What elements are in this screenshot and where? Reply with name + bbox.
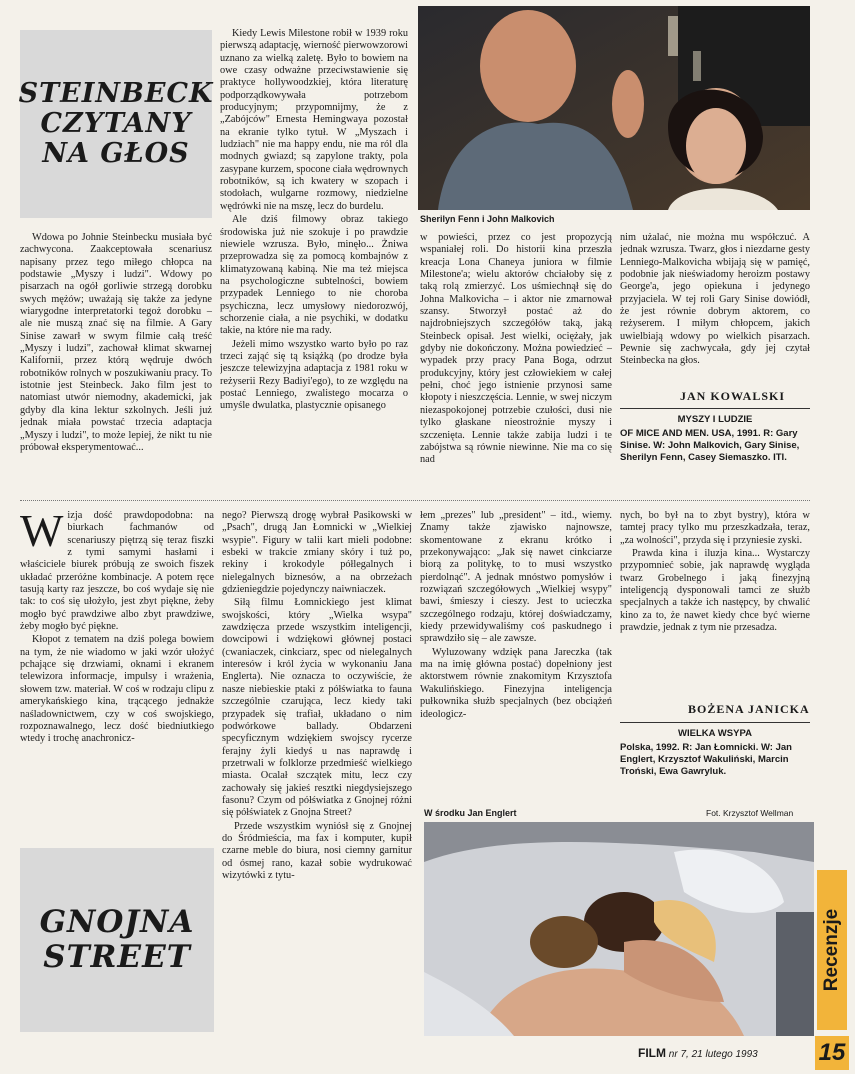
article1-col3-p1: w powieści, przez co jest propozycją wspaniałej roli. Do historii kina przeszła kreacja Lona Chaneya juniora w filmie Milestone'a; wielu aktorów chciałoby się z taką rolą zmierzyć. Los uśmiechnął się do Johna Malkovicha – i aktor nie zmarnował szansy. Stworzył postać aż do najdrobniejszych szczegółów taką, jaką Steinbeck opisał. Jest wielki, ociężały, jak gdyby nie dokończony. Można powiedzieć – wypadek przy pracy Pana Boga, odrzut produkcyjny, który jest człowiekiem w całej pełni, choć jego istnienie przynosi same kłopoty i nieszczęścia. Lennie, w swej niczym niezaspokojonej potrzebie czułości, dusi nie tylko głaskane nieostrożnie myszy i szczenięta. Lennie także zabija ludzi i te zabójstwa są równie niewinne. Nie ma co się nad bbox=[420, 232, 612, 466]
article2-col1-p2: Kłopot z tematem na dziś polega bowiem na tym, że nie wiadomo w jaki wzór ułożyć pchające się drzwiami, oknami i ekranem telewizora informacje, impulsy i wrażenia, słowem tzw. materiał. W coś w rodzaju clipu z amerykańskiego kina, trącącego jednakże naśladownictwem, czy w coś swojskiego, rozpoznawalnego, lecz dość biedniutkiego wtedy i trochę anachronicz- bbox=[20, 634, 214, 745]
article2-photo-caption: W środku Jan Englert bbox=[424, 808, 517, 818]
article2-credits-title: WIELKA WSYPA bbox=[678, 728, 752, 739]
section-tab bbox=[817, 870, 847, 1030]
article1-credits bbox=[620, 414, 810, 464]
article1-photo-caption: Sherilyn Fenn i John Malkovich bbox=[420, 214, 555, 224]
article2-col3-p1: łem „prezes" lub „president" – itd., wiemy. Znamy także zjawisko najnowsze, skomentowane z ekranu krótko i przekonywająco: „Jak się nawet cinkciarze biorą za politykę, to to musi wszystko pierdolnąć". A jednak mnóstwo pomysłów i rozwiązań szczegółowych „Wielkiej wsypy" bawi, śmieszy i cieszy. Jest to ucieczka szczególnego rodzaju, której doświadczamy, kiedy przewidywaliśmy coś paskudnego i sprawdziło się – ale zawsze. bbox=[420, 510, 612, 645]
article2-author: BOŻENA JANICKA bbox=[688, 702, 810, 716]
article2-lead-letter: W bbox=[20, 510, 64, 556]
article1-title: STEINBECK CZYTANY NA GŁOS bbox=[18, 77, 214, 170]
article1-column-1 bbox=[20, 232, 212, 494]
article1-col4-p1: nim użalać, nie można mu współczuć. A jednak wzrusza. Twarz, głos i niezdarne gesty Lenniego-Malkovicha wbijają się w pamięć, podobnie jak nieświadomy heroizm postawy George'a, jego opiekuna i jedynego przyjaciela. W tej roli Gary Sinise dowiódł, że jest równie dobrym aktorem, co reżyserem. I miłym chłopcem, jakich uwielbiają wdowy po wielkich pisarzach. Pewnie się zachwycała, gdy jej czytał Steinbecka na głos. bbox=[620, 232, 810, 367]
article1-col2-p1: Kiedy Lewis Milestone robił w 1939 roku pierwszą adaptację, wierność pierwowzorowi uznano za wielką zaletę. Było to bowiem na owe czasy odważne przeciwstawienie się praktyce hollywoodzkiej, która literaturę podporządkowywała potrzebom producyjnym; przypomnijmy, że z „Zabójców" Ernesta Hemingwaya pozostał na ekranie tylko tytuł. W „Myszach i ludziach" nie ma happy endu, nie ma ról dla modnych gwiazd; są zapylone trakty, pola zasypane kurzem, spocone ciała wędrownych robotników, są ich kwatery w szopach i stodołach, wulgarne rozmowy, niedzielne wędrówki nie na mszę, lecz do burdelu. bbox=[220, 28, 408, 212]
article1-col1-p1: Wdowa po Johnie Steinbecku musiała być zachwycona. Zaakceptowała scenariusz napisany przez tego miłego chłopca na podstawie „Myszy i ludzi". Wdowy po pisarzach na ogół gorliwie strzegą dorobku swych mężów; uważają się także za jedyne wiarygodne interpretatorki tegoż dorobku – ale nie muszą znać się na filmie. A Gary Sinise zawarł w swym filmie całą treść „Myszy i ludzi", zachował klimat skwarnej Kalifornii, przez którą wędruje dwóch robotników rolnych w poszukiwaniu pracy. To istotnie jest Steinbeck. Jako film jest to natomiast utwór niemodny, akademicki, jak gdyby dla kina lektur szkolnych. Jeśli już jednak miała powstać trzecia adaptacja „Myszy i ludzi", to może lepiej, że nikt tu nie próbował eksperymentować... bbox=[20, 232, 212, 453]
article2-photo-image bbox=[424, 822, 814, 1036]
article1-col2-p3: Jeżeli mimo wszystko warto było po raz trzeci zająć się tą książką (po drodze była jeszcze telewizyjna adaptacja z 1981 roku w reżyserii Rezy Badiyi'ego), to ze względu na postać Lenniego, zwalistego mocarza o umyśle dwulatka, plastycznie opisanego bbox=[220, 338, 408, 412]
article1-author: JAN KOWALSKI bbox=[680, 389, 786, 403]
article2-column-4 bbox=[620, 510, 810, 700]
page-number: 15 bbox=[815, 1036, 849, 1070]
footer bbox=[638, 1046, 758, 1060]
article1-col2-p2: Ale dziś filmowy obraz takiego środowiska już nie szokuje i po prawdzie niewiele wzrusza. Było, minęło... Żniwa przeprowadza się za pomocą kombajnów z klimatyzowaną kabiną. Nie ma też miejsca na psychologiczne subtelności, bowiem przypadek Lenniego to nie choroba psychiczna, lecz umysłowy niedorozwój, schorzenie ciała, a nie psychiki, w dodatku takie, na które nie ma rady. bbox=[220, 214, 408, 337]
article2-credits-body: Polska, 1992. R: Jan Łomnicki. W: Jan Englert, Krzysztof Wakuliński, Marcin Troński, Ewa Gawryluk. bbox=[620, 741, 792, 777]
article2-credits bbox=[620, 728, 810, 778]
article2-photo-credit: Fot. Krzysztof Wellman bbox=[706, 808, 794, 818]
article2-credits-rule bbox=[620, 722, 810, 723]
article1-photo-image bbox=[418, 6, 810, 210]
footer-issue: nr 7, 21 lutego 1993 bbox=[668, 1049, 758, 1060]
article2-col2-p3: Przede wszystkim wyniósł się z Gnojnej do Śródmieścia, ma fax i komputer, kupił czarne meble do biura, nosi ciemny garnitur od ósmej rano, kazał sobie wydrukować wizytówki z tytu- bbox=[222, 820, 412, 881]
article2-column-3 bbox=[420, 510, 612, 806]
article1-photo bbox=[418, 6, 810, 210]
section-tab-label: Recenzje bbox=[821, 908, 842, 992]
article1-title-box bbox=[20, 30, 212, 218]
article2-title-box bbox=[20, 848, 214, 1032]
article1-credits-title: MYSZY I LUDZIE bbox=[677, 414, 753, 425]
article1-column-3 bbox=[420, 232, 612, 494]
section-divider bbox=[20, 500, 810, 501]
article2-col2-p1: nego? Pierwszą drogę wybrał Pasikowski w „Psach", drugą Jan Łomnicki w „Wielkiej wsypie". Figury w talii kart mieli podobne: esbeki w trakcie zmiany skóry i tuż po, rekiny i krokodyle półlegalnych i nielegalnych biznesów, a na obrzeżach gdzieniegdzie pojedynczy naiwniaczek. bbox=[222, 510, 412, 596]
article2-col3-p2: Wyluzowany wdzięk pana Jareczka (tak ma na imię główna postać) dopełniony jest aktorstwem równie znakomitym Krzysztofa Wakulińskiego. Finezyjna inteligencja pułkownika służb specjalnych (bez obciążeń ideologicz- bbox=[420, 646, 612, 720]
article1-column-4 bbox=[620, 232, 810, 382]
article2-col1-p1: izja dość prawdopodobna: na biurkach fachmanów od scenariuszy piętrzą się teraz fiszki z tymi samymi hasłami i właściciele biurek próbują ze swoich fiszek układać przeróżne kombinacje. A potem ręce tasują karty raz jeszcze, bo coś wydaje się nie tak: to coś się ułożyło, jest zbyt piękne, żeby mogło być prawdziwe albo zbyt prawdziwe, żeby mogło być piękne. bbox=[20, 510, 214, 633]
article1-credits-rule bbox=[620, 408, 810, 409]
article2-column-1 bbox=[20, 510, 214, 840]
article2-photo bbox=[424, 822, 814, 1036]
article2-col4-p2: Prawda kina i iluzja kina... Wystarczy przypomnieć sobie, jak naprawdę wygląda twarz Grobelnego i jaką finezyjną inteligencją dysponowali tamci ze służb specjalnych a także ich następcy, by chwalić kino za to, że nawet kiedy chce być wierne prawdzie, jednak z tym nie przesadza. bbox=[620, 548, 810, 634]
article2-col2-p2: Siłą filmu Łomnickiego jest klimat swojskości, który „Wielka wsypa" zawdzięcza przede wszystkim inteligencji, dowcipowi i wdziękowi głównej postaci (cwaniaczek, cinkciarz, spec od nielegalnych interesów i król życia w wykonaniu Jana Englerta). Nie oznacza to oczywiście, że nasze niebieskie ptaki z półświatka to fauna szczególnie czarująca, lecz kiedy taki przypadek się trafiał, układano o nim podwórkowe ballady. Obdarzeni specyficznym wdziękiem swojscy rycerze ferajny żyli kiedyś u nas naprawdę i przetrwali w folklorze przedmieść wielkiego miasta. Ocalał szczątek mitu, lecz czy zachowały się jakieś resztki niegdysiejszego fasonu? Czym od półświatka z Gnojnej różni się półświatek z Gnojna Street? bbox=[222, 597, 412, 819]
article1-column-2 bbox=[220, 28, 408, 494]
article2-title: GNOJNA STREET bbox=[39, 904, 195, 975]
article2-col4-p1: nych, bo był na to zbyt bystry), która w tamtej pracy tylko mu przeszkadzała, teraz, „za wolności", przyda się i przyniesie zyski. bbox=[620, 510, 810, 546]
article1-credits-body: OF MICE AND MEN. USA, 1991. R: Gary Sinise. W: John Malkovich, Gary Sinise, Sherilyn Fenn, Casey Siemaszko. ITI. bbox=[620, 427, 800, 463]
footer-magazine: FILM bbox=[638, 1046, 666, 1060]
article2-column-2 bbox=[222, 510, 412, 1038]
